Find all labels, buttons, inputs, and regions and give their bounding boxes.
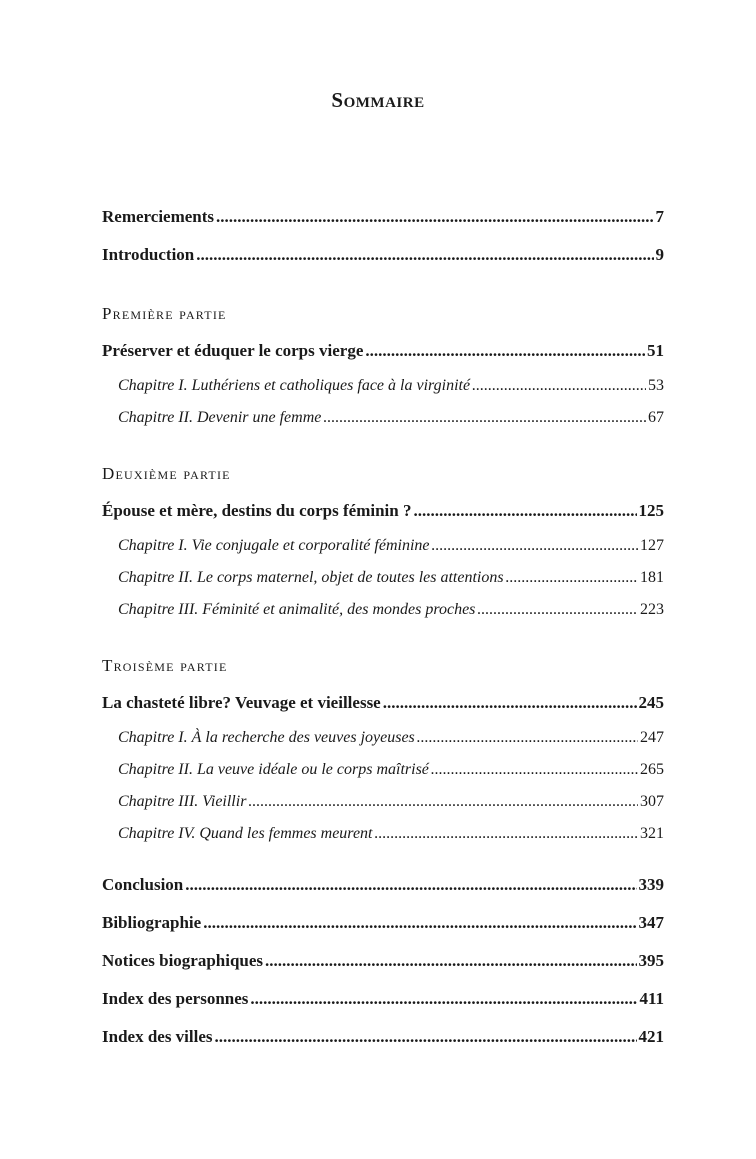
toc-page-number: 7: [655, 207, 664, 226]
toc-page-number: 339: [638, 875, 664, 894]
toc-entry-part-2[interactable]: [102, 492, 664, 530]
dot-leader: [203, 904, 636, 942]
dot-leader: [477, 594, 638, 626]
toc-entry-remerciements[interactable]: [102, 198, 664, 236]
toc-entry-index-villes[interactable]: [102, 1018, 664, 1056]
toc-entry-label: Remerciements: [102, 207, 215, 226]
dot-leader: [365, 332, 645, 370]
toc-entry-label: La chasteté libre? Veuvage et vieillesse: [102, 693, 381, 712]
toc-entry-label: Épouse et mère, destins du corps féminin ?: [102, 501, 412, 520]
toc-entry-notices[interactable]: [102, 942, 664, 980]
toc-page-number: 247: [640, 729, 664, 746]
toc-page-number: 347: [638, 913, 664, 932]
toc-chapter-label: Chapitre III. Féminité et animalité, des mondes proches: [118, 601, 476, 618]
toc-entry-part-3[interactable]: [102, 684, 664, 722]
dot-leader: [431, 530, 638, 562]
toc-page-number: 9: [655, 245, 664, 264]
toc-chapter-entry[interactable]: [102, 370, 664, 402]
dot-leader: [374, 818, 638, 850]
toc-page-number: 395: [638, 951, 664, 970]
toc-page-number: 411: [639, 989, 664, 1008]
toc-page-number: 321: [640, 825, 664, 842]
toc-entry-bibliographie[interactable]: [102, 904, 664, 942]
toc-page-number: 181: [640, 569, 664, 586]
toc-chapter-entry[interactable]: [102, 402, 664, 434]
dot-leader: [472, 370, 646, 402]
toc-entry-label: Index des villes: [102, 1027, 213, 1046]
toc-chapter-entry[interactable]: [102, 562, 664, 594]
toc-entry-label: Conclusion: [102, 875, 184, 894]
toc-chapter-entry[interactable]: [102, 818, 664, 850]
toc-page-number: 223: [640, 601, 664, 618]
toc-entry-conclusion[interactable]: [102, 866, 664, 904]
dot-leader: [265, 942, 636, 980]
dot-leader: [216, 198, 653, 236]
toc-chapter-entry[interactable]: [102, 722, 664, 754]
toc-page-number: 51: [647, 341, 664, 360]
toc-chapter-label: Chapitre III. Vieillir: [118, 793, 247, 810]
part-heading-2: Deuxième partie: [102, 464, 231, 483]
toc-chapter-entry[interactable]: [102, 530, 664, 562]
dot-leader: [413, 492, 636, 530]
dot-leader: [248, 786, 638, 818]
dot-leader: [185, 866, 636, 904]
toc-page-number: 265: [640, 761, 664, 778]
toc-page-number: 421: [638, 1027, 664, 1046]
toc-entry-index-personnes[interactable]: [102, 980, 664, 1018]
dot-leader: [196, 236, 653, 274]
toc-chapter-label: Chapitre I. À la recherche des veuves joyeuses: [118, 729, 415, 746]
toc-chapter-label: Chapitre I. Vie conjugale et corporalité féminine: [118, 537, 430, 554]
dot-leader: [417, 722, 638, 754]
toc-entry-label: Index des personnes: [102, 989, 249, 1008]
toc-page-number: 307: [640, 793, 664, 810]
part-heading-3: Troisème partie: [102, 656, 228, 675]
toc-entry-introduction[interactable]: [102, 236, 664, 274]
toc-page-number: 53: [648, 377, 664, 394]
toc-chapter-label: Chapitre I. Luthériens et catholiques face à la virginité: [118, 377, 471, 394]
toc-entry-part-1[interactable]: [102, 332, 664, 370]
dot-leader: [383, 684, 637, 722]
toc-entry-label: Introduction: [102, 245, 195, 264]
dot-leader: [323, 402, 646, 434]
toc-page-number: 67: [648, 409, 664, 426]
toc-page-number: 125: [638, 501, 664, 520]
toc-chapter-entry[interactable]: [102, 754, 664, 786]
toc-entry-label: Notices biographiques: [102, 951, 264, 970]
toc-chapter-label: Chapitre II. La veuve idéale ou le corps maîtrisé: [118, 761, 429, 778]
toc-chapter-entry[interactable]: [102, 594, 664, 626]
dot-leader: [506, 562, 638, 594]
dot-leader: [250, 980, 637, 1018]
toc-entry-label: Bibliographie: [102, 913, 202, 932]
toc-entry-label: Préserver et éduquer le corps vierge: [102, 341, 364, 360]
table-of-contents: [102, 198, 664, 1056]
toc-chapter-label: Chapitre II. Devenir une femme: [118, 409, 322, 426]
dot-leader: [431, 754, 638, 786]
dot-leader: [215, 1018, 637, 1056]
toc-chapter-label: Chapitre II. Le corps maternel, objet de toutes les attentions: [118, 569, 504, 586]
toc-page-number: 127: [640, 537, 664, 554]
toc-page-number: 245: [638, 693, 664, 712]
part-heading-1: Première partie: [102, 304, 227, 323]
toc-chapter-entry[interactable]: [102, 786, 664, 818]
toc-chapter-label: Chapitre IV. Quand les femmes meurent: [118, 825, 373, 842]
page-title: Sommaire: [331, 88, 425, 112]
